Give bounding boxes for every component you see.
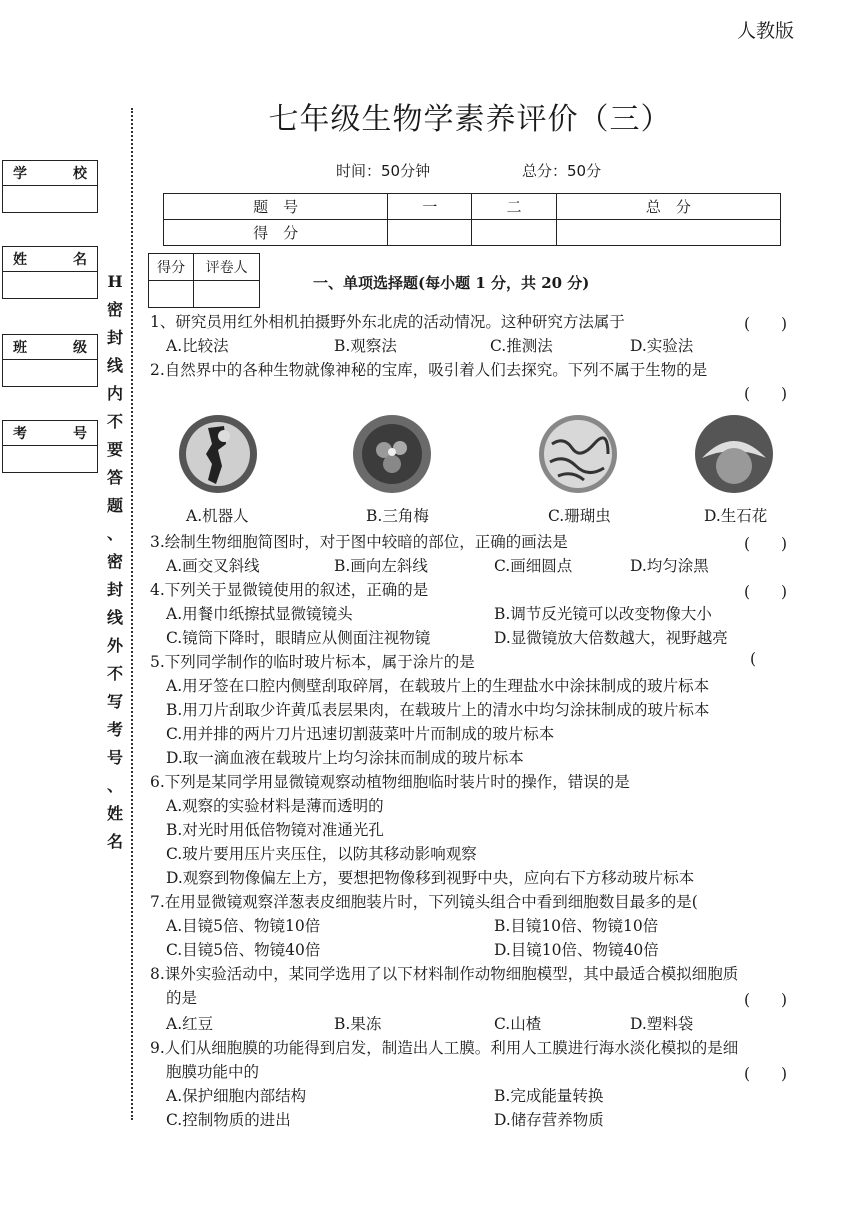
option: C.镜筒下降时，眼睛应从侧面注视物镜 (166, 629, 431, 647)
answer-paren-1[interactable]: ( ) (744, 315, 788, 333)
answer-paren-5[interactable]: ( (750, 650, 757, 668)
question-8-cont: 的是 (166, 989, 198, 1007)
option: C.推测法 (490, 337, 553, 355)
score-cell-1[interactable] (388, 220, 472, 246)
answer-paren-2[interactable]: ( ) (744, 385, 788, 403)
option: A.用牙签在口腔内侧壁刮取碎屑，在载玻片上的生理盐水中涂抹制成的玻片标本 (166, 677, 710, 695)
option: D.目镜10倍、物镜40倍 (494, 941, 659, 959)
option: B.画向左斜线 (334, 557, 428, 575)
exam-time: 时间：50分钟 (336, 162, 431, 180)
exam-total: 总分：50分 (522, 162, 602, 180)
name-field: 姓 名 (2, 246, 98, 299)
answer-paren-4[interactable]: ( ) (744, 583, 788, 601)
edition-label: 人教版 (736, 20, 794, 42)
option: A.机器人 (186, 507, 249, 525)
option: A.保护细胞内部结构 (166, 1087, 307, 1105)
question-2: 2.自然界中的各种生物就像神秘的宝库，吸引着人们去探究。下列不属于生物的是 (150, 361, 708, 379)
option: A.目镜5倍、物镜10倍 (166, 917, 321, 935)
option: A.红豆 (166, 1015, 214, 1033)
option: D.均匀涂黑 (630, 557, 709, 575)
question-4: 4.下列关于显微镜使用的叙述，正确的是 (150, 581, 429, 599)
seal-warning-text: H 密 封 线 内 不 要 答 题 、 密 封 线 外 不 写 考 号 、 姓 名 (106, 272, 123, 851)
question-3: 3.绘制生物细胞简图时，对于图中较暗的部位，正确的画法是 (150, 533, 568, 551)
grader-table: 得分 评卷人 (148, 253, 260, 308)
option: D.实验法 (630, 337, 694, 355)
option: B.对光时用低倍物镜对准通光孔 (166, 821, 384, 839)
option: C.珊瑚虫 (548, 507, 611, 525)
page-title: 七年级生物学素养评价（三） (268, 102, 672, 137)
option: A.比较法 (166, 337, 229, 355)
option: C.用并排的两片刀片迅速切割菠菜叶片而制成的玻片标本 (166, 725, 555, 743)
name-input[interactable] (2, 271, 98, 299)
option: A.用餐巾纸擦拭显微镜镜头 (166, 605, 353, 623)
living-stone-image (694, 414, 774, 494)
option: C.目镜5倍、物镜40倍 (166, 941, 321, 959)
option: D.取一滴血液在载玻片上均匀涂抹而制成的玻片标本 (166, 749, 524, 767)
option: C.画细圆点 (494, 557, 573, 575)
grader-cell[interactable] (194, 281, 260, 308)
question-9-cont: 胞膜功能中的 (166, 1063, 260, 1081)
option: B.观察法 (334, 337, 397, 355)
section-score-cell[interactable] (149, 281, 194, 308)
class-field: 班 级 (2, 334, 98, 387)
score-table: 题 号 一 二 总 分 得 分 (163, 193, 781, 246)
section-heading: 一、单项选择题(每小题 1 分，共 20 分) (313, 274, 590, 292)
option: B.调节反光镜可以改变物像大小 (494, 605, 712, 623)
exam-number-field: 考 号 (2, 420, 98, 473)
option: D.塑料袋 (630, 1015, 694, 1033)
option: C.山楂 (494, 1015, 542, 1033)
option: D.生石花 (704, 507, 768, 525)
bougainvillea-image (352, 414, 432, 494)
class-input[interactable] (2, 359, 98, 387)
question-6: 6.下列是某同学用显微镜观察动植物细胞临时装片时的操作，错误的是 (150, 773, 630, 791)
option: B.目镜10倍、物镜10倍 (494, 917, 659, 935)
option: B.三角梅 (366, 507, 429, 525)
option: B.用刀片刮取少许黄瓜表层果肉，在载玻片上的清水中均匀涂抹制成的玻片标本 (166, 701, 710, 719)
question-7: 7.在用显微镜观察洋葱表皮细胞装片时，下列镜头组合中看到细胞数目最多的是( (150, 893, 698, 911)
question-1: 1、研究员用红外相机拍摄野外东北虎的活动情况。这种研究方法属于 (150, 313, 625, 331)
question-5: 5.下列同学制作的临时玻片标本，属于涂片的是 (150, 653, 475, 671)
seal-dotted-line (131, 108, 133, 1120)
option: B.果冻 (334, 1015, 382, 1033)
option: D.观察到物像偏左上方，要想把物像移到视野中央，应向右下方移动玻片标本 (166, 869, 695, 887)
school-field: 学 校 (2, 160, 98, 213)
school-input[interactable] (2, 185, 98, 213)
answer-paren-3[interactable]: ( ) (744, 535, 788, 553)
option: D.显微镜放大倍数越大，视野越亮 (494, 629, 728, 647)
option: A.观察的实验材料是薄而透明的 (166, 797, 384, 815)
question-8: 8.课外实验活动中，某同学选用了以下材料制作动物细胞模型，其中最适合模拟细胞质 (150, 965, 739, 983)
answer-paren-8[interactable]: ( ) (744, 991, 788, 1009)
option: B.完成能量转换 (494, 1087, 604, 1105)
option: C.玻片要用压片夹压住，以防其移动影响观察 (166, 845, 477, 863)
option: C.控制物质的进出 (166, 1111, 291, 1129)
option: A.画交叉斜线 (166, 557, 260, 575)
score-cell-total[interactable] (556, 220, 780, 246)
question-9: 9.人们从细胞膜的功能得到启发，制造出人工膜。利用人工膜进行海水淡化模拟的是细 (150, 1039, 739, 1057)
robot-image (178, 414, 258, 494)
option: D.储存营养物质 (494, 1111, 604, 1129)
exam-number-input[interactable] (2, 445, 98, 473)
score-cell-2[interactable] (472, 220, 556, 246)
coral-polyp-image (538, 414, 618, 494)
answer-paren-9[interactable]: ( ) (744, 1065, 788, 1083)
